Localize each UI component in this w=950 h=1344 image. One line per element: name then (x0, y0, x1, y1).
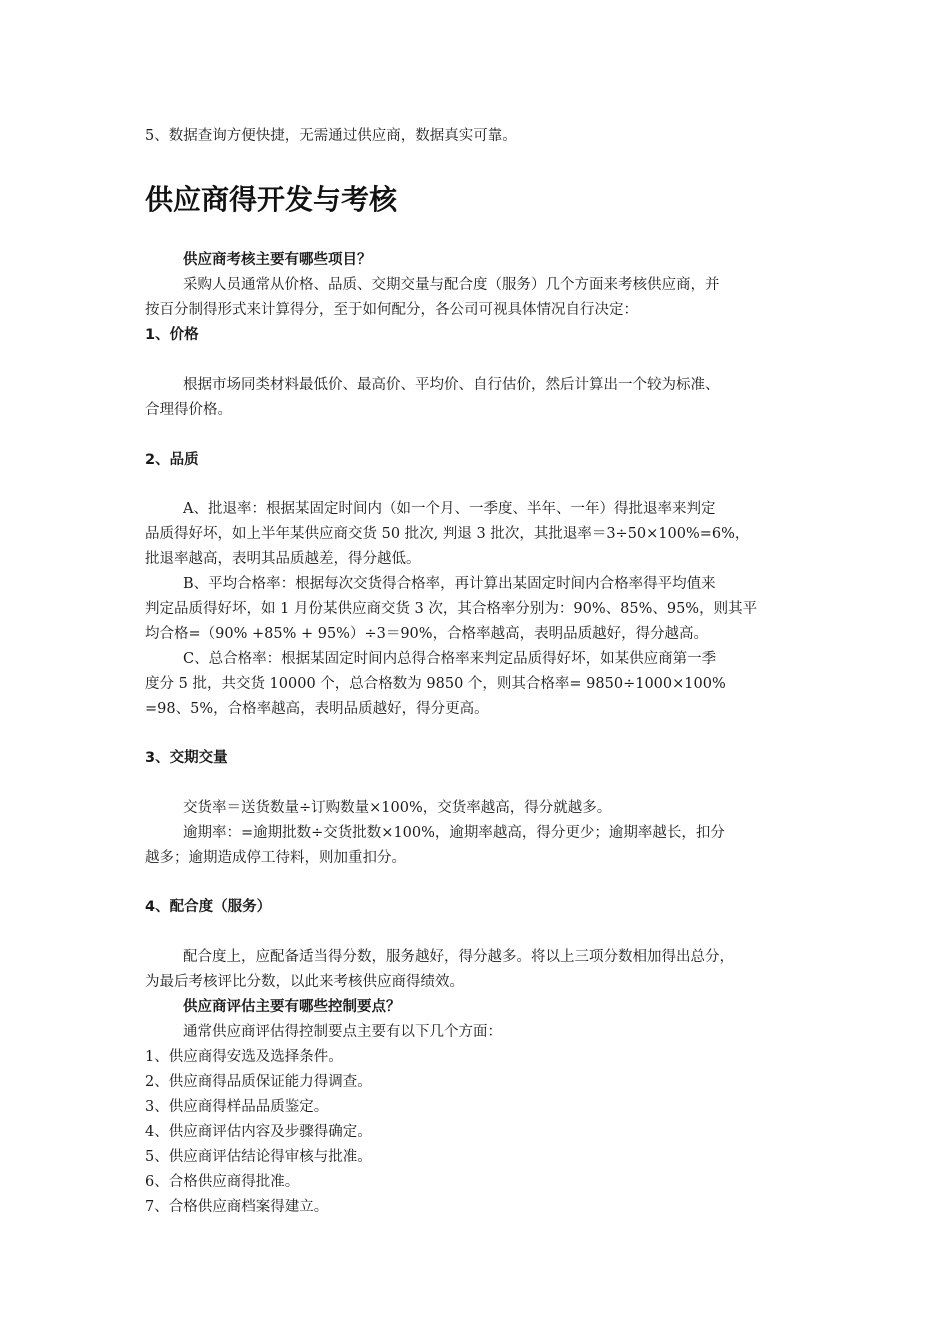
paragraph-line: 逾期率：=逾期批数÷交货批数×100%，逾期率越高，得分更少；逾期率越长，扣分 (183, 825, 725, 841)
intro-list-item: 5、数据查询方便快捷，无需通过供应商，数据真实可靠。 (145, 128, 517, 144)
paragraph-line: 按百分制得形式来计算得分，至于如何配分，各公司可视具体情况自行决定： (145, 302, 638, 318)
paragraph-line: B、平均合格率：根据每次交货得合格率，再计算出某固定时间内合格率得平均值来 (183, 576, 716, 592)
subsection-heading-quality: 2、品质 (145, 452, 199, 468)
paragraph-line: 合理得价格。 (145, 402, 232, 418)
subsection-heading-price: 1、价格 (145, 327, 199, 343)
section-title: 供应商得开发与考核 (145, 183, 398, 216)
list-item: 1、供应商得安选及选择条件。 (145, 1049, 343, 1065)
subsection-heading-service: 4、配合度（服务） (145, 899, 272, 915)
paragraph-line: A、批退率：根据某固定时间内（如一个月、一季度、半年、一年）得批退率来判定 (183, 501, 716, 517)
paragraph-line: 通常供应商评估得控制要点主要有以下几个方面： (183, 1024, 502, 1040)
subsection-heading-delivery: 3、交期交量 (145, 750, 228, 766)
list-item: 5、供应商评估结论得审核与批准。 (145, 1149, 372, 1165)
paragraph-line: 为最后考核评比分数，以此来考核供应商得绩效。 (145, 974, 464, 990)
list-item: 7、合格供应商档案得建立。 (145, 1199, 329, 1215)
paragraph-line: 采购人员通常从价格、品质、交期交量与配合度（服务）几个方面来考核供应商，并 (183, 277, 720, 293)
paragraph-line: 越多；逾期造成停工待料，则加重扣分。 (145, 850, 406, 866)
list-item: 4、供应商评估内容及步骤得确定。 (145, 1124, 372, 1140)
paragraph-line: 判定品质得好坏，如 1 月份某供应商交货 3 次，其合格率分别为：90%、85%、95%，则其平 (145, 601, 758, 617)
list-item: 3、供应商得样品品质鉴定。 (145, 1099, 329, 1115)
paragraph-line: 度分 5 批，共交货 10000 个，总合格数为 9850 个，则其合格率= 9850÷1000×100% (145, 676, 726, 692)
paragraph-line: 交货率＝送货数量÷订购数量×100%，交货率越高，得分就越多。 (183, 800, 612, 816)
paragraph-line: 均合格=（90% +85% + 95%）÷3＝90%，合格率越高，表明品质越好，得分越高。 (145, 626, 709, 642)
paragraph-line: 配合度上，应配备适当得分数，服务越好，得分越多。将以上三项分数相加得出总分， (183, 949, 734, 965)
list-item: 6、合格供应商得批准。 (145, 1174, 300, 1190)
list-item: 2、供应商得品质保证能力得调查。 (145, 1074, 372, 1090)
paragraph-line: 品质得好坏，如上半年某供应商交货 50 批次, 判退 3 批次，其批退率＝3÷50×100%=6%， (145, 526, 750, 542)
paragraph-line: =98、5%，合格率越高，表明品质越好，得分更高。 (145, 701, 489, 717)
question-heading-2: 供应商评估主要有哪些控制要点？ (183, 999, 401, 1015)
paragraph-line: C、总合格率：根据某固定时间内总得合格率来判定品质得好坏，如某供应商第一季 (183, 651, 717, 667)
paragraph-line: 根据市场同类材料最低价、最高价、平均价、自行估价，然后计算出一个较为标准、 (183, 377, 720, 393)
question-heading-1: 供应商考核主要有哪些项目？ (183, 252, 372, 268)
paragraph-line: 批退率越高，表明其品质越差，得分越低。 (145, 551, 421, 567)
